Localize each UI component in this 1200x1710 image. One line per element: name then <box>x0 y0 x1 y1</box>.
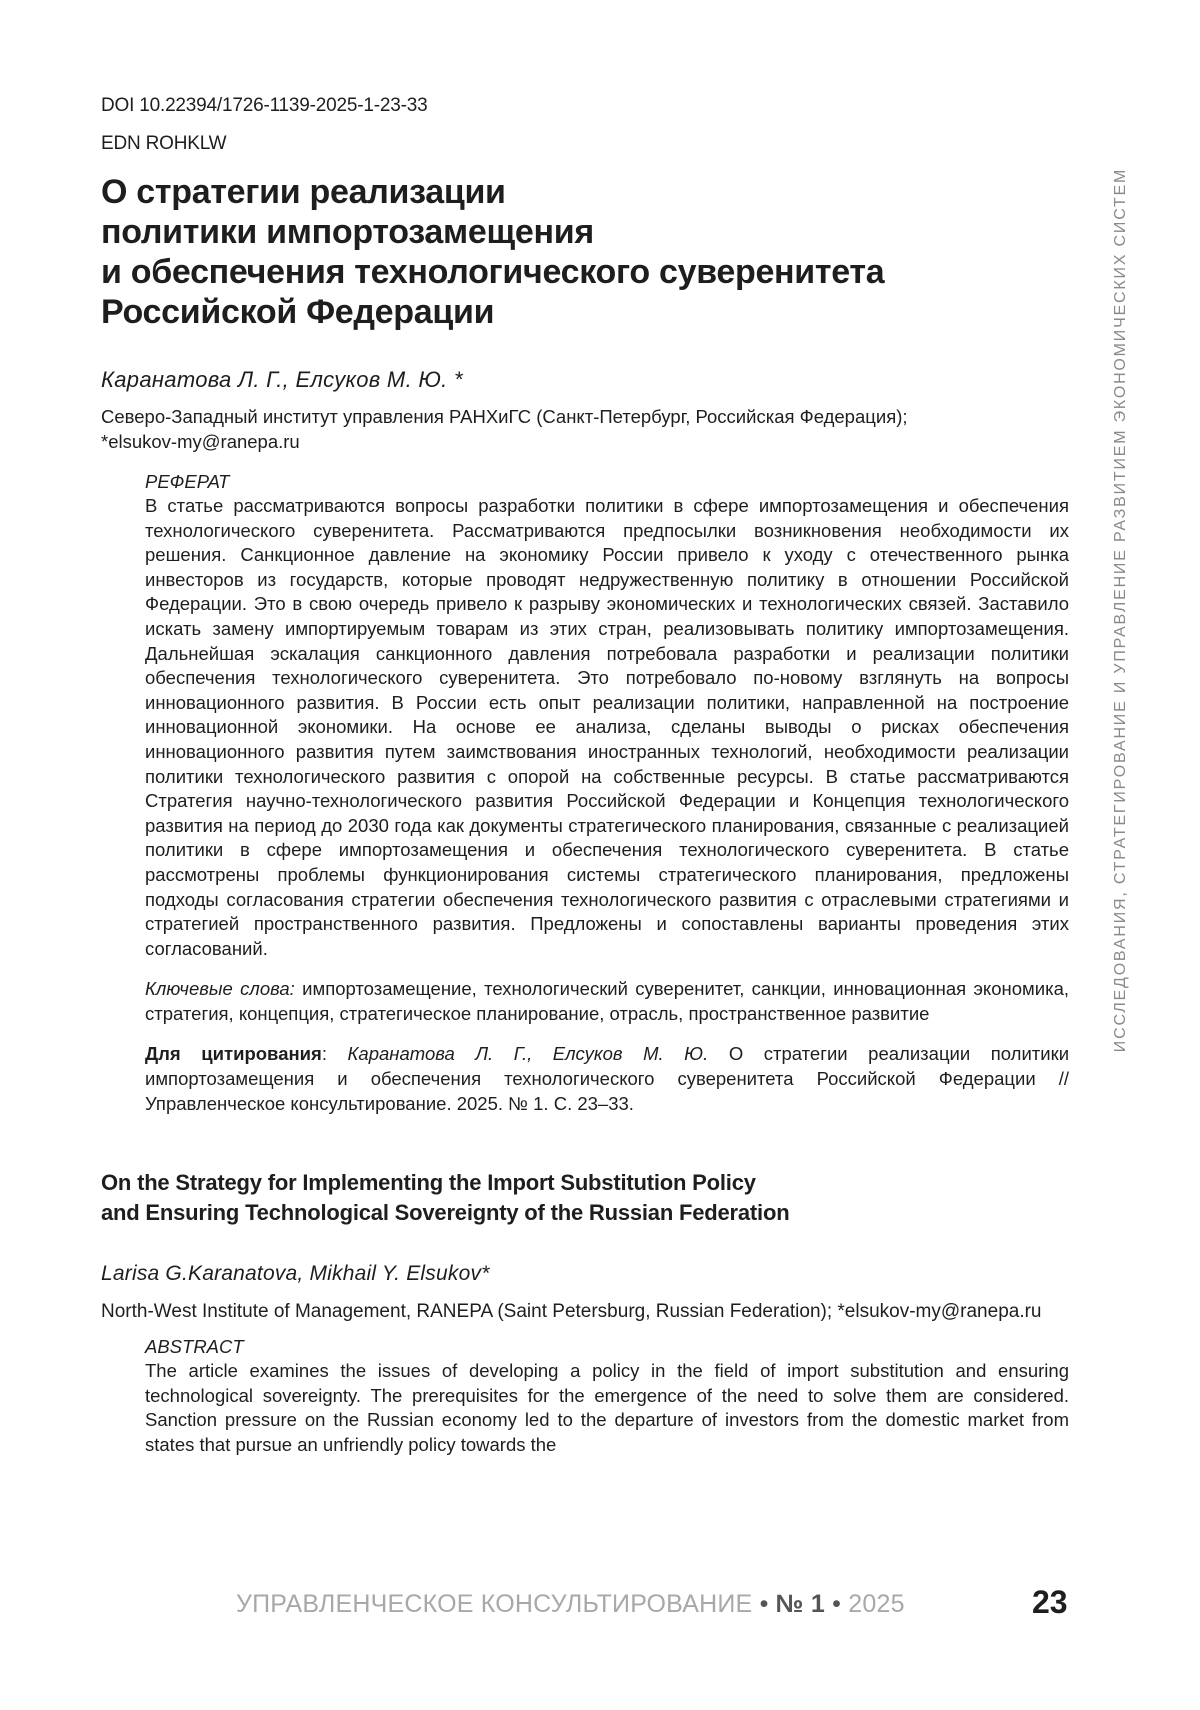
doi: DOI 10.22394/1726-1139-2025-1-23-33 <box>101 95 428 116</box>
journal-section-side-label <box>1110 100 1132 1120</box>
authors-en: Larisa G.Karanatova, Mikhail Y. Elsukov* <box>101 1262 490 1286</box>
keywords-ru-text: импортозамещение, технологический суверенитет, санкции, инновационная экономика, стратегия, концепция, стратегическое планирование, отрасль, пространственное развитие <box>145 978 1070 1024</box>
footer-year: 2025 <box>848 1590 905 1618</box>
abstract-ru <box>145 470 1069 1116</box>
page-number: 23 <box>1032 1584 1068 1620</box>
article-first-page <box>101 94 1069 1458</box>
title-ru-line: О стратегии реализации <box>101 173 506 211</box>
side-label-text: ИССЛЕДОВАНИЯ, СТРАТЕГИРОВАНИЕ И УПРАВЛЕНИЕ РАЗВИТИЕМ ЭКОНОМИЧЕСКИХ СИСТЕМ <box>1112 167 1129 1053</box>
title-en-line: and Ensuring Technological Sovereignty of the Russian Federation <box>101 1200 790 1226</box>
journal-footer <box>236 1590 905 1619</box>
title-ru-line: политики импортозамещения <box>101 213 594 251</box>
article-title-ru <box>101 172 1069 332</box>
keywords-ru <box>145 977 1069 1026</box>
abstract-en <box>145 1335 1069 1457</box>
keywords-ru-label: Ключевые слова: <box>145 978 295 1000</box>
abstract-en-label: ABSTRACT <box>145 1336 244 1358</box>
footer-issue: № 1 <box>775 1590 825 1618</box>
authors-ru: Каранатова Л. Г., Елсуков М. Ю. * <box>101 367 463 392</box>
affiliation-ru <box>101 404 1069 454</box>
citation-label: Для цитирования <box>145 1043 322 1065</box>
footer-separator: • <box>832 1590 842 1618</box>
citation-authors: Каранатова Л. Г., Елсуков М. Ю. <box>347 1043 709 1065</box>
affiliation-ru-email: *elsukov-my@ranepa.ru <box>101 431 300 452</box>
affiliation-en: North-West Institute of Management, RANEPA (Saint Petersburg, Russian Federation); *elsukov-my@ranepa.ru <box>101 1301 1042 1323</box>
edn: EDN ROHKLW <box>101 133 227 154</box>
citation: Для цитирования: Каранатова Л. Г., Елсуков М. Ю. О стратегии реализации политики импортозамещения и обеспечения технологического суверенитета Российской Федерации // Управленческое консультирование. 2025. № 1. С. 23–33. <box>145 1043 1070 1114</box>
abstract-en-text: The article examines the issues of developing a policy in the field of import substitution and ensuring technological sovereignty. The prerequisites for the emergence of the need to solve them are considered. Sanction pressure on the Russian economy led to the departure of investors from the domestic market from states that pursue an unfriendly policy towards the <box>145 1360 1069 1456</box>
article-title-en <box>101 1168 1069 1228</box>
affiliation-ru-line: Северо-Западный институт управления РАНХиГС (Санкт-Петербург, Российская Федерация); <box>101 406 908 427</box>
title-ru-line: и обеспечения технологического суверенитета <box>101 253 885 291</box>
title-en-line: On the Strategy for Implementing the Import Substitution Policy <box>101 1170 756 1196</box>
title-ru-line: Российской Федерации <box>101 293 495 331</box>
footer-journal-name: УПРАВЛЕНЧЕСКОЕ КОНСУЛЬТИРОВАНИЕ <box>236 1590 753 1618</box>
abstract-ru-label: РЕФЕРАТ <box>145 471 230 492</box>
citation-text: О стратегии реализации политики импортозамещения и обеспечения технологического суверенитета Российской Федерации // Управленческое консультирование. 2025. № 1. С. 23–33. <box>145 1043 1070 1114</box>
abstract-ru-text: В статье рассматриваются вопросы разработки политики в сфере импортозамещения и обеспечения технологического суверенитета. Рассматриваются предпосылки возникновения необходимости их решения. Санкционное давление на экономику России привело к уходу с отечественного рынка инвесторов из государств, которые проводят недружественную политику в отношении Российской Федерации. Это в свою очередь привело к разрыву экономических и технологических связей. Заставило искать замену импортируемым товарам из этих стран, реализовывать политику импортозамещения. Дальнейшая эскалация санкционного давления потребовала разработки и реализации политики обеспечения технологического суверенитета. Это потребовало по-новому взглянуть на вопросы инновационного развития. В России есть опыт реализации политики, направленной на построение инновационной экономики. На основе ее анализа, сделаны выводы о рисках обеспечения инновационного развития путем заимствования иностранных технологий, необходимости реализации политики технологического развития с опорой на собственные ресурсы. В статье рассматриваются Стратегия научно-технологического развития Российской Федерации и Концепция технологического развития на период до 2030 года как документы стратегического планирования, связанные с реализацией политики в сфере импортозамещения и обеспечения технологического суверенитета. В статье рассмотрены проблемы функционирования системы стратегического планирования, предложены подходы согласования стратегии обеспечения технологического развития с отраслевыми стратегиями и стратегией пространственного развития. Предложены и сопоставлены варианты проведения этих согласований. <box>145 495 1069 959</box>
footer-separator: • <box>759 1590 769 1618</box>
